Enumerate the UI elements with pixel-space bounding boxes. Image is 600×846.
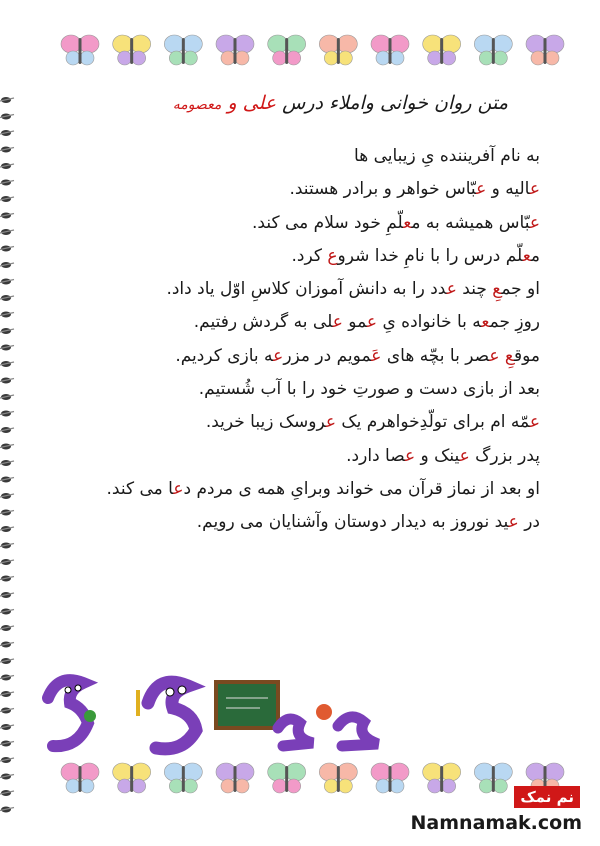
butterfly-icon — [164, 763, 202, 793]
text-segment: او جم — [501, 279, 540, 300]
text-segment: بّاس همیشه به م — [411, 212, 530, 233]
text-line — [50, 273, 540, 306]
text-line — [50, 207, 540, 240]
highlighted-letter: ع — [173, 478, 184, 499]
text-segment: ینک و — [415, 445, 460, 466]
text-line — [50, 173, 540, 206]
highlighted-letter: ع — [481, 312, 490, 333]
butterfly-icon — [526, 35, 564, 65]
highlighted-letter: ع — [325, 412, 337, 433]
text-line — [50, 406, 540, 439]
text-segment: بعد از بازی دست و صورتِ خود را با آب شُستیم. — [198, 379, 540, 400]
text-segment: روسک زیبا خرید. — [205, 412, 326, 433]
text-segment: الیه و — [486, 179, 530, 200]
highlighted-letter: عَ — [371, 345, 382, 366]
butterfly-icon — [319, 763, 357, 793]
text-segment: دد را به دانش آموزان کلاسِ اوّل یاد داد. — [166, 279, 447, 300]
highlighted-letter: عِ — [504, 345, 514, 366]
text-segment: صر با بچّه های — [381, 345, 490, 366]
butterfly-icon — [371, 763, 409, 793]
highlighted-letter: ع — [273, 345, 284, 366]
highlighted-letter: ع — [366, 312, 378, 333]
title-prefix: متن روان خوانی واملاء درس — [276, 92, 508, 114]
butterfly-icon — [474, 763, 512, 793]
text-segment: لّم درس را با نامِ خدا شرو — [337, 245, 523, 266]
text-line — [50, 506, 540, 539]
text-segment: لی به گردش رفتیم. — [193, 312, 333, 333]
butterfly-icon — [423, 35, 461, 65]
text-segment: ه با خانواده یِ — [377, 312, 482, 333]
highlighted-letter: ع — [403, 212, 412, 233]
text-segment: موق — [513, 345, 540, 366]
butterfly-icon — [371, 35, 409, 65]
title-highlight: علی و — [221, 92, 277, 114]
text-segment: صا دارد. — [346, 445, 405, 466]
text-line — [50, 240, 540, 273]
butterfly-icon — [216, 763, 254, 793]
text-line — [50, 373, 540, 406]
title-suffix: معصومه — [172, 97, 222, 113]
text-segment: ید نوروز به دیدار دوستان وآشنایان می رویم. — [196, 512, 509, 533]
butterfly-icon — [61, 35, 99, 65]
butterfly-border-bottom — [60, 756, 565, 800]
text-segment: در — [518, 512, 540, 533]
text-line — [50, 473, 540, 506]
highlighted-letter: ع — [489, 345, 500, 366]
highlighted-letter: ع — [332, 312, 343, 333]
text-body — [50, 140, 540, 540]
text-segment: مو — [342, 312, 367, 333]
letter-ain-characters-illustration — [28, 668, 388, 758]
butterfly-icon — [423, 763, 461, 793]
text-segment: م — [530, 245, 540, 266]
butterfly-icon — [113, 35, 151, 65]
text-segment: مویم در مزر — [283, 345, 372, 366]
site-url: Namnamak.com — [410, 812, 582, 834]
highlighted-letter: ع — [522, 245, 531, 266]
highlighted-letter: ع — [327, 245, 338, 266]
butterfly-icon — [164, 35, 202, 65]
text-line — [50, 140, 540, 173]
text-segment: چند — [456, 279, 493, 300]
text-segment: لّمِ خود سلام می کند. — [252, 212, 404, 233]
text-segment: کرد. — [291, 245, 328, 266]
highlighted-letter: ع — [459, 445, 470, 466]
butterfly-icon — [216, 35, 254, 65]
butterfly-icon — [319, 35, 357, 65]
text-segment: او بعد از نماز قرآن می خواند وبرایِ همه ی مردم د — [183, 478, 540, 499]
namnamak-logo: نم نمک — [514, 786, 580, 808]
notebook-spiral — [0, 0, 18, 846]
text-segment: پدر بزرگ — [469, 445, 540, 466]
text-segment: مّه ام برای تولّدِخواهرم یک — [336, 412, 530, 433]
text-line — [50, 306, 540, 339]
highlighted-letter: ع — [529, 179, 540, 200]
highlighted-letter: ع — [404, 445, 416, 466]
text-segment: به نام آفریننده یِ زیبایی ها — [354, 146, 540, 166]
butterfly-icon — [113, 763, 151, 793]
butterfly-icon — [268, 35, 306, 65]
text-segment: ه بازی کردیم. — [175, 345, 274, 366]
text-segment: روزِ جم — [489, 312, 540, 333]
highlighted-letter: ع — [476, 179, 487, 200]
highlighted-letter: ع — [529, 212, 540, 233]
highlighted-letter: ع — [529, 412, 540, 433]
butterfly-border-top — [60, 28, 565, 72]
page-title — [88, 92, 508, 114]
text-segment: بّاس خواهر و برادر هستند. — [289, 179, 477, 200]
butterfly-icon — [61, 763, 99, 793]
butterfly-icon — [268, 763, 306, 793]
text-line — [50, 340, 540, 373]
highlighted-letter: عِ — [492, 279, 502, 300]
highlighted-letter: ع — [508, 512, 519, 533]
text-line — [50, 440, 540, 473]
butterfly-icon — [474, 35, 512, 65]
text-segment: ا می کند. — [106, 478, 174, 499]
highlighted-letter: ع — [446, 279, 457, 300]
